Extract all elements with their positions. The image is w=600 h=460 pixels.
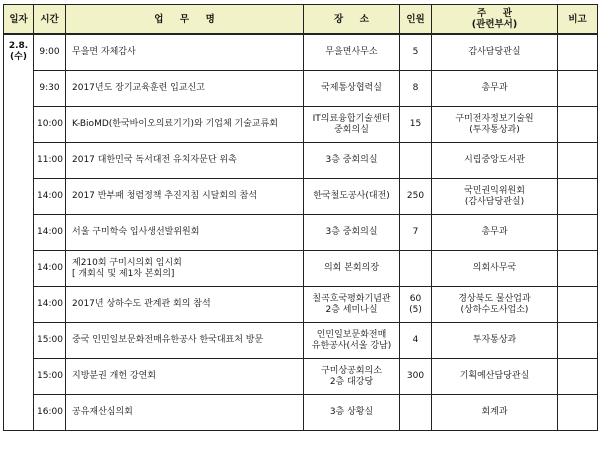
count-cell bbox=[400, 323, 432, 359]
place-cell bbox=[304, 143, 400, 179]
table-row bbox=[4, 359, 598, 395]
header-date: 일자 bbox=[4, 5, 34, 35]
count-cell bbox=[400, 215, 432, 251]
table-row bbox=[4, 179, 598, 215]
time-cell: 14:00 bbox=[34, 215, 66, 251]
task-cell bbox=[66, 179, 304, 215]
place-cell-line: 3층 상황실 bbox=[329, 407, 374, 417]
place-cell-line: 2층 세미나실 bbox=[325, 304, 378, 315]
task-cell-line: 2017 대한민국 독서대전 유치자문단 위촉 bbox=[72, 155, 237, 165]
note-cell bbox=[558, 323, 598, 359]
task-cell-line: 지방분권 개헌 강연회 bbox=[72, 371, 156, 381]
host-cell-line: 총무과 bbox=[481, 83, 508, 93]
host-cell bbox=[432, 323, 558, 359]
task-cell bbox=[66, 143, 304, 179]
place-cell-line: 구미상공회의소 bbox=[321, 365, 382, 376]
table-row bbox=[4, 143, 598, 179]
host-cell-line: 시립중앙도서관 bbox=[464, 155, 525, 165]
table-row bbox=[4, 107, 598, 143]
task-cell bbox=[66, 215, 304, 251]
time-cell: 16:00 bbox=[34, 395, 66, 431]
schedule-table bbox=[3, 4, 598, 431]
date-cell bbox=[4, 34, 34, 431]
count-cell-line: 300 bbox=[406, 371, 425, 381]
task-cell-line: 2017년 상하수도 관계관 회의 참석 bbox=[72, 299, 211, 309]
header-host-line1: 주 관 bbox=[477, 8, 512, 19]
time-cell: 14:00 bbox=[34, 251, 66, 287]
header-row bbox=[4, 5, 598, 35]
note-cell bbox=[558, 251, 598, 287]
header-host bbox=[432, 5, 558, 35]
place-cell bbox=[304, 251, 400, 287]
count-cell-line: 5 bbox=[412, 47, 419, 57]
table-row bbox=[4, 71, 598, 107]
task-cell-line: K-BioMD(한국바이오의료기기)와 기업체 기술교류회 bbox=[72, 119, 278, 129]
header-host-line2: (관련부서) bbox=[471, 19, 518, 30]
note-cell bbox=[558, 34, 598, 71]
count-cell bbox=[400, 107, 432, 143]
host-cell-line: (투자통상과) bbox=[469, 124, 520, 135]
place-cell-line: 3층 중회의실 bbox=[325, 227, 378, 237]
host-cell-line: 의회사무국 bbox=[472, 263, 517, 273]
count-cell bbox=[400, 179, 432, 215]
place-cell bbox=[304, 323, 400, 359]
task-cell-line: 2017년도 장기교육훈련 입교신고 bbox=[72, 83, 205, 93]
host-cell bbox=[432, 287, 558, 323]
place-cell-line: 유한공사(서울 강남) bbox=[311, 340, 392, 351]
host-cell-line: 구미전자정보기술원 bbox=[455, 113, 534, 124]
place-cell bbox=[304, 395, 400, 431]
note-cell bbox=[558, 107, 598, 143]
header-task: 업 무 명 bbox=[66, 5, 304, 35]
count-cell bbox=[400, 395, 432, 431]
host-cell bbox=[432, 395, 558, 431]
header-note: 비고 bbox=[558, 5, 598, 35]
count-cell-line: 250 bbox=[406, 191, 425, 201]
table-row bbox=[4, 215, 598, 251]
host-cell bbox=[432, 215, 558, 251]
time-cell: 10:00 bbox=[34, 107, 66, 143]
host-cell bbox=[432, 34, 558, 71]
table-row bbox=[4, 395, 598, 431]
table-row bbox=[4, 323, 598, 359]
place-cell bbox=[304, 215, 400, 251]
place-cell bbox=[304, 359, 400, 395]
count-cell-line: 7 bbox=[412, 227, 419, 237]
time-cell: 9:30 bbox=[34, 71, 66, 107]
count-cell-line: (5) bbox=[409, 304, 422, 315]
task-cell bbox=[66, 323, 304, 359]
schedule-rows bbox=[4, 34, 598, 431]
host-cell bbox=[432, 143, 558, 179]
note-cell bbox=[558, 359, 598, 395]
host-cell bbox=[432, 359, 558, 395]
time-cell: 15:00 bbox=[34, 323, 66, 359]
count-cell-line: 15 bbox=[409, 119, 422, 129]
place-cell bbox=[304, 107, 400, 143]
note-cell bbox=[558, 71, 598, 107]
task-cell bbox=[66, 287, 304, 323]
task-cell bbox=[66, 359, 304, 395]
task-cell-line: 서울 구미학숙 입사생선발위원회 bbox=[72, 227, 200, 237]
time-cell: 15:00 bbox=[34, 359, 66, 395]
count-cell bbox=[400, 359, 432, 395]
place-cell-line: IT의료융합기술센터 bbox=[312, 113, 391, 124]
time-cell: 14:00 bbox=[34, 179, 66, 215]
header-time: 시간 bbox=[34, 5, 66, 35]
task-cell-line: 공유재산심의회 bbox=[72, 407, 133, 417]
table-row bbox=[4, 287, 598, 323]
time-cell: 14:00 bbox=[34, 287, 66, 323]
count-cell bbox=[400, 71, 432, 107]
task-cell-line: 중국 인민일보문화전매유한공사 한국대표처 방문 bbox=[72, 335, 264, 345]
count-cell bbox=[400, 287, 432, 323]
host-cell bbox=[432, 251, 558, 287]
host-cell-line: 경상북도 물산업과 bbox=[458, 293, 531, 304]
place-cell-line: 3층 중회의실 bbox=[325, 155, 378, 165]
task-cell bbox=[66, 395, 304, 431]
place-cell-line: 한국철도공사(대전) bbox=[313, 191, 390, 201]
count-cell-line: 8 bbox=[412, 83, 419, 93]
table-row bbox=[4, 251, 598, 287]
host-cell bbox=[432, 179, 558, 215]
place-cell-line: 무을면사무소 bbox=[325, 47, 378, 57]
place-cell-line: 국제통상협력실 bbox=[321, 83, 382, 93]
host-cell-line: 총무과 bbox=[481, 227, 508, 237]
count-cell-line: 4 bbox=[412, 335, 419, 345]
place-cell-line: 중회의실 bbox=[334, 124, 369, 135]
note-cell bbox=[558, 287, 598, 323]
place-cell bbox=[304, 71, 400, 107]
place-cell-line: 의회 본회의장 bbox=[323, 263, 380, 273]
note-cell bbox=[558, 215, 598, 251]
place-cell-line: 2층 대강당 bbox=[329, 376, 374, 387]
note-cell bbox=[558, 179, 598, 215]
time-cell: 9:00 bbox=[34, 34, 66, 71]
count-cell bbox=[400, 251, 432, 287]
header-count: 인원 bbox=[400, 5, 432, 35]
count-cell-line: 60 bbox=[409, 293, 422, 304]
place-cell bbox=[304, 287, 400, 323]
task-cell-line: [ 개회식 및 제1차 본회의] bbox=[72, 268, 175, 279]
place-cell-line: 인민일보문화전매 bbox=[316, 329, 387, 340]
task-cell bbox=[66, 251, 304, 287]
place-cell bbox=[304, 34, 400, 71]
host-cell-line: (상하수도사업소) bbox=[460, 304, 529, 315]
task-cell-line: 무을면 자체감사 bbox=[72, 47, 136, 57]
task-cell-line: 제210회 구미시의회 임시회 bbox=[72, 257, 182, 268]
note-cell bbox=[558, 143, 598, 179]
task-cell bbox=[66, 107, 304, 143]
host-cell bbox=[432, 107, 558, 143]
task-cell-line: 2017 반부패 청렴정책 추진지침 시달회의 참석 bbox=[72, 191, 258, 201]
host-cell-line: (감사담당관실) bbox=[464, 196, 525, 207]
host-cell-line: 국민권익위원회 bbox=[464, 185, 525, 196]
note-cell bbox=[558, 395, 598, 431]
host-cell-line: 감사담당관실 bbox=[468, 47, 521, 57]
host-cell-line: 기획예산담당관실 bbox=[459, 371, 530, 381]
count-cell bbox=[400, 143, 432, 179]
header-place: 장 소 bbox=[304, 5, 400, 35]
task-cell bbox=[66, 71, 304, 107]
task-cell bbox=[66, 34, 304, 71]
host-cell-line: 투자통상과 bbox=[472, 335, 517, 345]
place-cell bbox=[304, 179, 400, 215]
host-cell-line: 회계과 bbox=[481, 407, 508, 417]
host-cell bbox=[432, 71, 558, 107]
date-cell-line1: 2.8. bbox=[8, 41, 29, 51]
count-cell bbox=[400, 34, 432, 71]
place-cell-line: 칠곡호국평화기념관 bbox=[312, 293, 391, 304]
time-cell: 11:00 bbox=[34, 143, 66, 179]
date-cell-line2: (수) bbox=[10, 52, 27, 62]
table-row bbox=[4, 34, 598, 71]
